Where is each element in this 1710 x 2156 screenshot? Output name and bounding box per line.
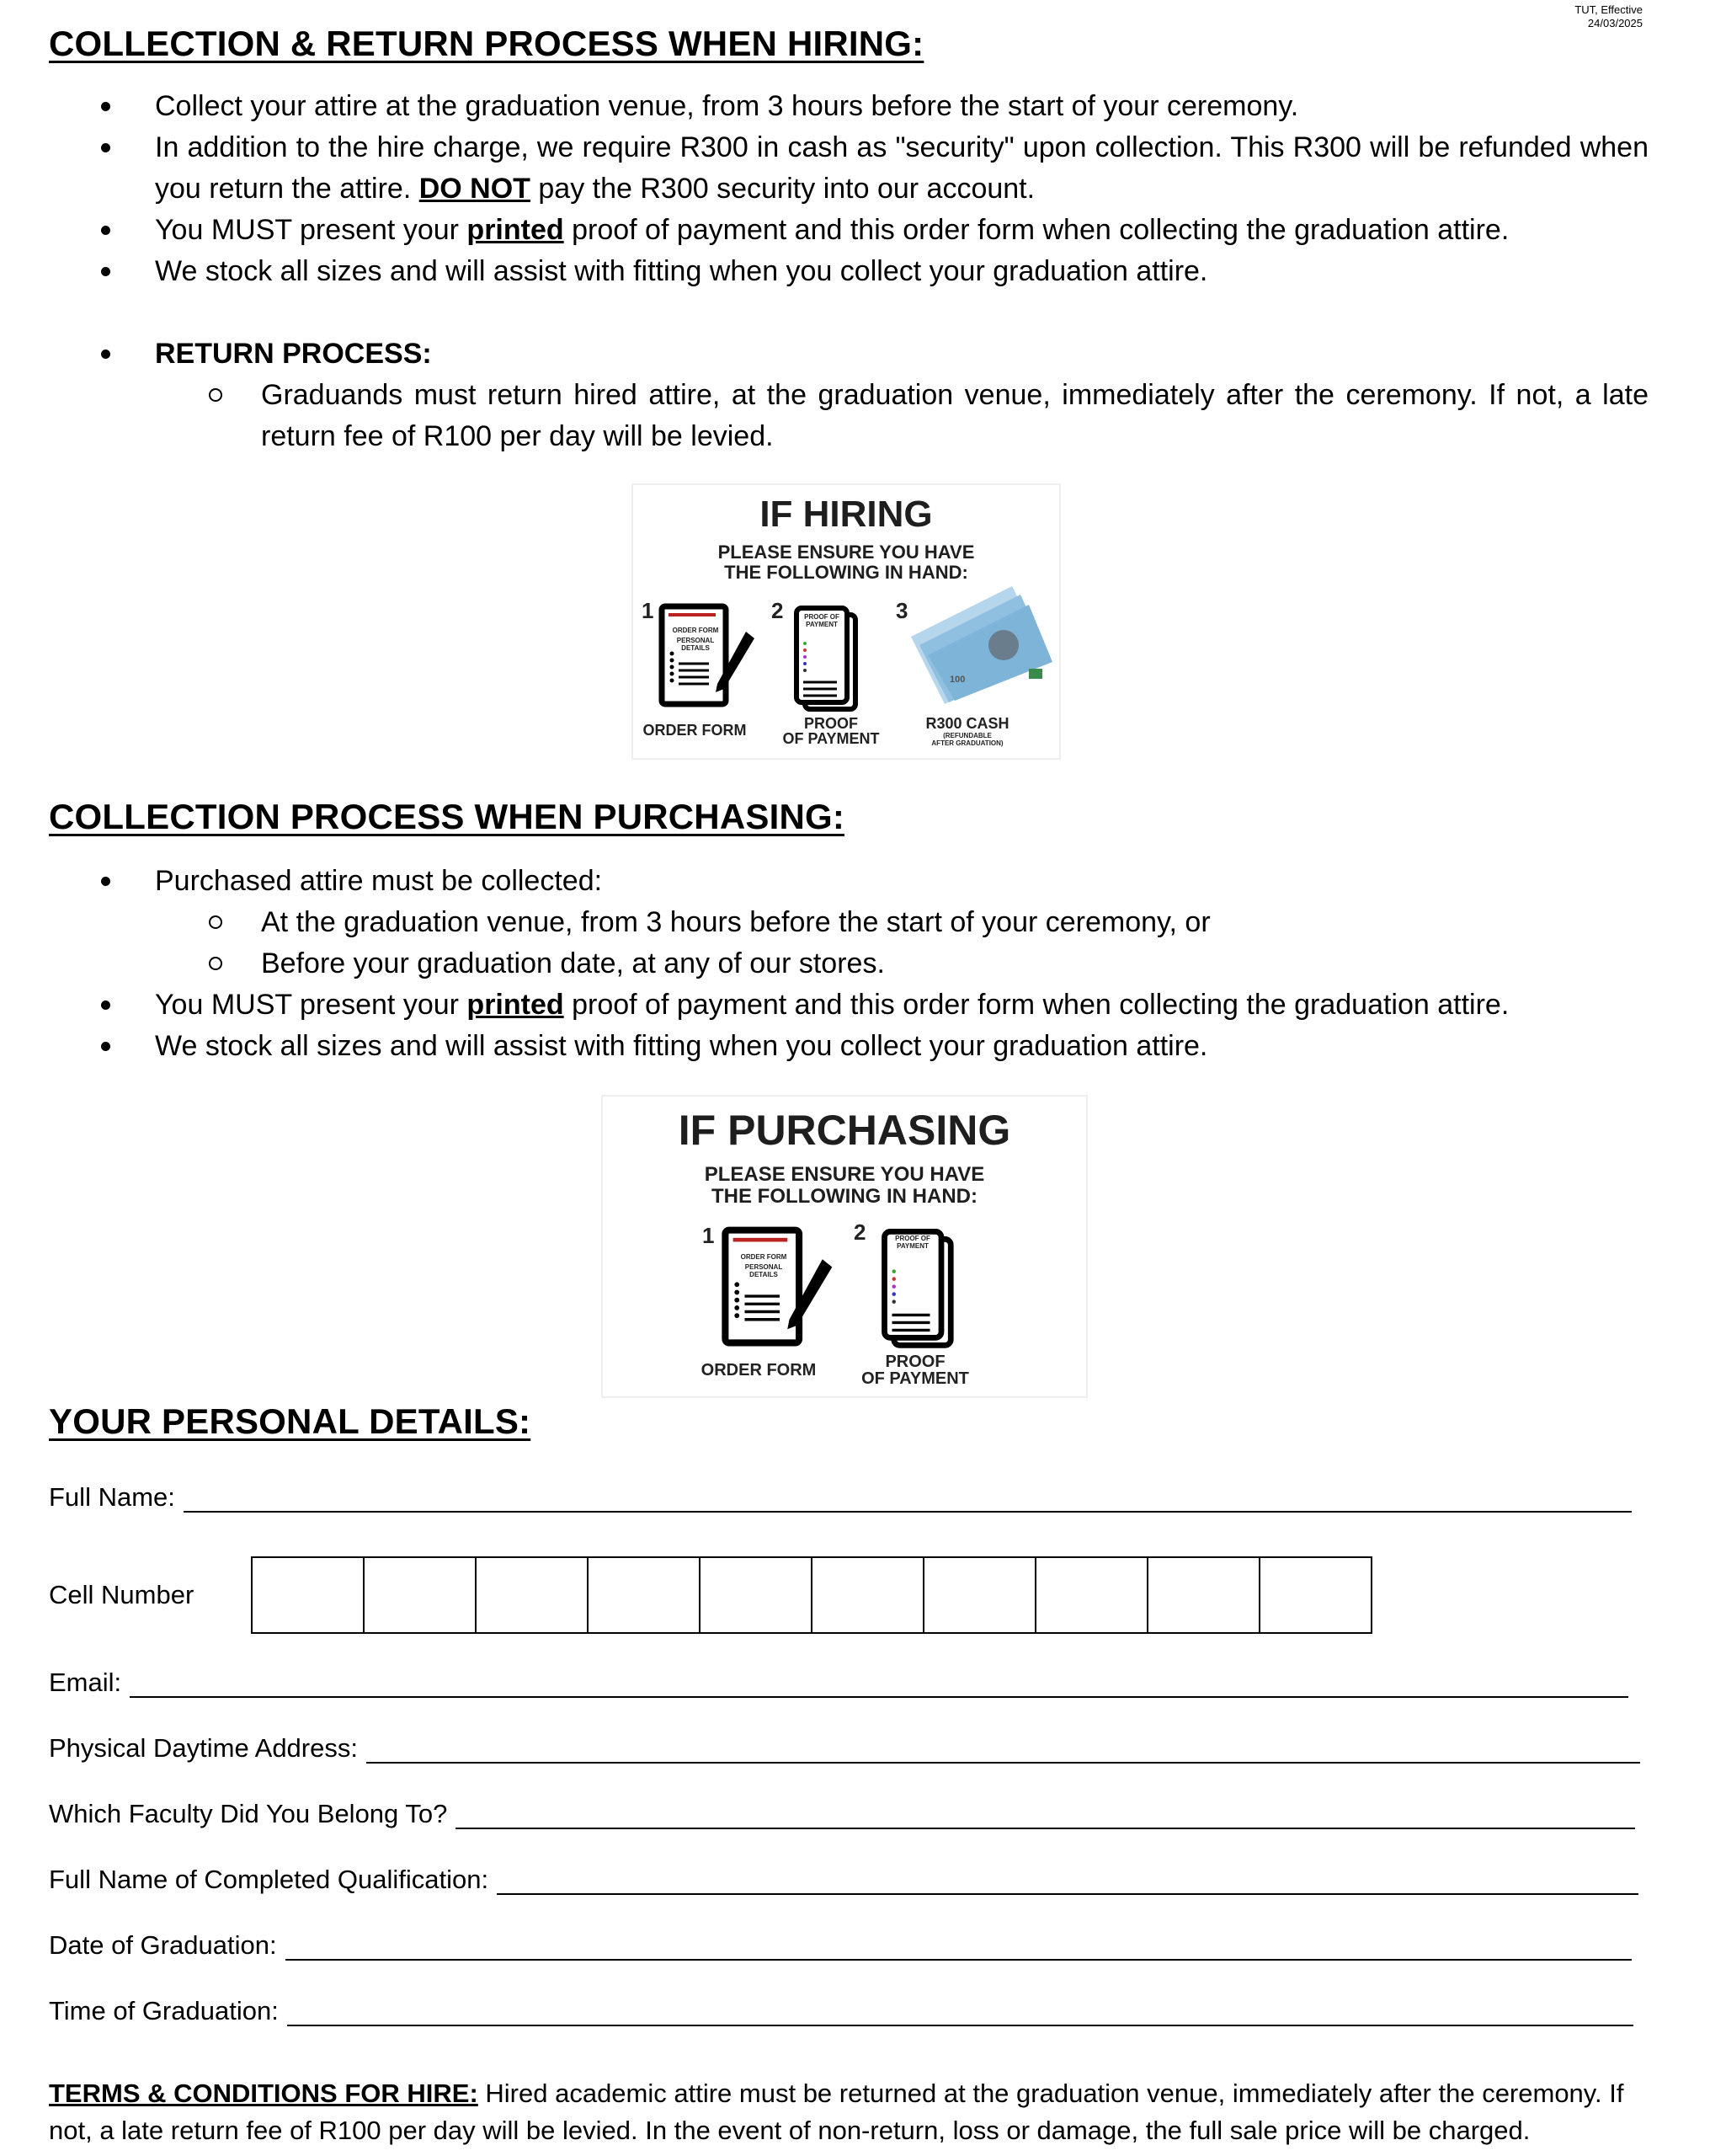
terms-heading: TERMS & CONDITIONS FOR HIRE: [49,2079,478,2108]
list-item [49,210,1649,251]
faculty-label: Which Faculty Did You Belong To? [49,1799,448,1828]
order-form-icon [721,1226,839,1353]
if-hiring-title: IF HIRING [759,494,933,535]
purchasing-heading: COLLECTION PROCESS WHEN PURCHASING: [49,797,845,836]
cell-digit-box[interactable] [1259,1556,1372,1634]
hiring-bullet-2-end: pay the R300 security into our account. [530,173,1036,205]
if-hiring-sub-1: PLEASE ENSURE YOU HAVE [717,542,975,563]
proof-tiny-head: PROOF OF PAYMENT [895,1235,930,1250]
qualification-field[interactable] [497,1868,1638,1895]
order-form-tiny-body: PERSONAL DETAILS [744,1263,783,1278]
terms-and-conditions [49,2075,1649,2149]
order-form-tiny-head: ORDER FORM [740,1253,787,1261]
hire-label-proof: PROOF [803,715,858,732]
list-item [49,334,1649,375]
address-field[interactable] [366,1737,1640,1764]
purchasing-bullet-1: Purchased attire must be collected: [155,865,603,897]
list-item [49,251,1649,292]
list-item [49,1026,1649,1067]
if-purchasing-title: IF PURCHASING [678,1107,1011,1154]
cell-digit-box[interactable] [251,1556,365,1634]
hire-label-cash: R300 CASH [925,715,1009,732]
personal-details-heading: YOUR PERSONAL DETAILS: [49,1401,531,1441]
printed-emphasis: printed [466,214,564,246]
proof-tiny-head: PROOF OF PAYMENT [804,613,839,628]
list-item [49,127,1649,210]
address-label: Physical Daytime Address: [49,1733,358,1763]
bullet-icon [101,350,110,359]
printed-emphasis: printed [466,989,564,1021]
email-row [49,1668,1628,1698]
if-purchasing-sub-1: PLEASE ENSURE YOU HAVE [704,1163,985,1186]
hire-label-after-graduation: AFTER GRADUATION) [931,739,1004,747]
terms-text: Hired academic attire must be returned at the graduation venue, immediately after the ceremony. If not, a late return fee of R100 per day will be levied. In the event of non-return, loss or damage, the full sale price will be charged. [49,2079,1624,2145]
purchase-label-proof: PROOF [885,1353,946,1371]
if-hiring-sub-2: THE FOLLOWING IN HAND: [724,562,968,583]
cell-digit-box[interactable] [923,1556,1036,1634]
list-item [49,86,1649,127]
bullet-icon [101,1042,110,1051]
purchasing-bullet-2-text: You MUST present your [155,989,467,1021]
bullet-icon [101,877,110,886]
hire-label-refundable: (REFUNDABLE [943,732,992,739]
effective-date-note [1574,3,1643,30]
if-purchasing-sub-2: THE FOLLOWING IN HAND: [711,1185,978,1208]
return-process-text: Graduands must return hired attire, at the graduation venue, immediately after the ceremony. If not, a late return fee of R100 per day will be levied. [261,379,1649,452]
cell-digit-box[interactable] [587,1556,701,1634]
hiring-bullet-3-end: proof of payment and this order form when collecting the graduation attire. [563,214,1510,246]
cell-digit-box[interactable] [475,1556,589,1634]
cell-number-boxes [253,1556,1372,1634]
bullet-icon [101,267,110,276]
purchasing-bullet-3: We stock all sizes and will assist with fitting when you collect your graduation attire. [155,1030,1208,1062]
step-number-2: 2 [854,1219,866,1245]
graduation-time-field[interactable] [287,1999,1633,2026]
cell-digit-box[interactable] [363,1556,477,1634]
purchasing-bullet-list [49,861,1649,1067]
bullet-icon [101,226,110,235]
hiring-bullet-1: Collect your attire at the graduation venue, from 3 hours before the start of your ceremony. [155,90,1299,122]
faculty-row [49,1799,1635,1829]
graduation-time-label: Time of Graduation: [49,1996,279,2025]
purchase-label-order-form: ORDER FORM [701,1361,817,1380]
bullet-icon [101,143,110,152]
cell-number-label: Cell Number [49,1580,194,1609]
full-name-row [49,1482,1632,1513]
graduation-date-label: Date of Graduation: [49,1930,277,1960]
purchasing-bullet-2-end: proof of payment and this order form when collecting the graduation attire. [563,989,1510,1021]
return-process-heading: RETURN PROCESS: [155,338,432,370]
step-number-2: 2 [771,598,784,623]
if-purchasing-graphic [601,1095,1088,1398]
hire-label-of-payment: OF PAYMENT [782,730,880,747]
cell-digit-box[interactable] [1147,1556,1260,1634]
hiring-bullet-3-text: You MUST present your [155,214,467,246]
order-form-tiny-head: ORDER FORM [672,627,719,634]
hiring-bullet-2-text: In addition to the hire charge, we require R300 in cash as "security" upon collection. This R300 will be refunded when you return the attire. [155,131,1649,205]
address-row [49,1733,1640,1764]
email-label: Email: [49,1668,122,1697]
hiring-heading: COLLECTION & RETURN PROCESS WHEN HIRING: [49,24,924,63]
faculty-field[interactable] [455,1802,1635,1829]
banknote-value: 100 [950,675,966,685]
corner-line-1: TUT, Effective [1574,3,1643,16]
list-item [49,375,1649,457]
sub-bullet-icon [209,388,222,402]
cell-digit-box[interactable] [699,1556,812,1634]
step-number-3: 3 [896,598,908,623]
list-item [49,902,1649,943]
bullet-icon [101,102,110,111]
cell-digit-box[interactable] [1035,1556,1148,1634]
sub-bullet-icon [209,915,222,929]
graduation-time-row [49,1996,1633,2026]
corner-line-2: 24/03/2025 [1587,17,1643,29]
sub-bullet-icon [209,957,222,970]
full-name-field[interactable] [184,1486,1632,1513]
hire-label-order-form: ORDER FORM [642,722,747,739]
list-item [49,861,1649,902]
list-item [49,985,1649,1026]
order-form-tiny-body: PERSONAL DETAILS [676,637,715,652]
step-number-1: 1 [642,598,654,623]
bullet-icon [101,1001,110,1010]
graduation-date-field[interactable] [285,1934,1632,1961]
qualification-label: Full Name of Completed Qualification: [49,1865,489,1894]
email-field[interactable] [130,1671,1628,1698]
if-hiring-graphic [631,483,1061,760]
do-not-emphasis: DO NOT [418,173,530,205]
hiring-bullet-list [49,86,1649,457]
purchase-label-of-payment: OF PAYMENT [861,1369,969,1388]
hiring-bullet-4: We stock all sizes and will assist with fitting when you collect your graduation attire. [155,255,1208,287]
step-number-1: 1 [702,1223,715,1248]
purchasing-sub-2: Before your graduation date, at any of our stores. [261,947,885,979]
graduation-date-row [49,1930,1632,1961]
banknotes-icon [903,578,1054,704]
order-form-icon [658,603,759,712]
purchasing-sub-1: At the graduation venue, from 3 hours before the start of your ceremony, or [261,906,1211,938]
list-item [49,943,1649,985]
qualification-row [49,1865,1638,1895]
full-name-label: Full Name: [49,1482,175,1512]
cell-digit-box[interactable] [811,1556,924,1634]
